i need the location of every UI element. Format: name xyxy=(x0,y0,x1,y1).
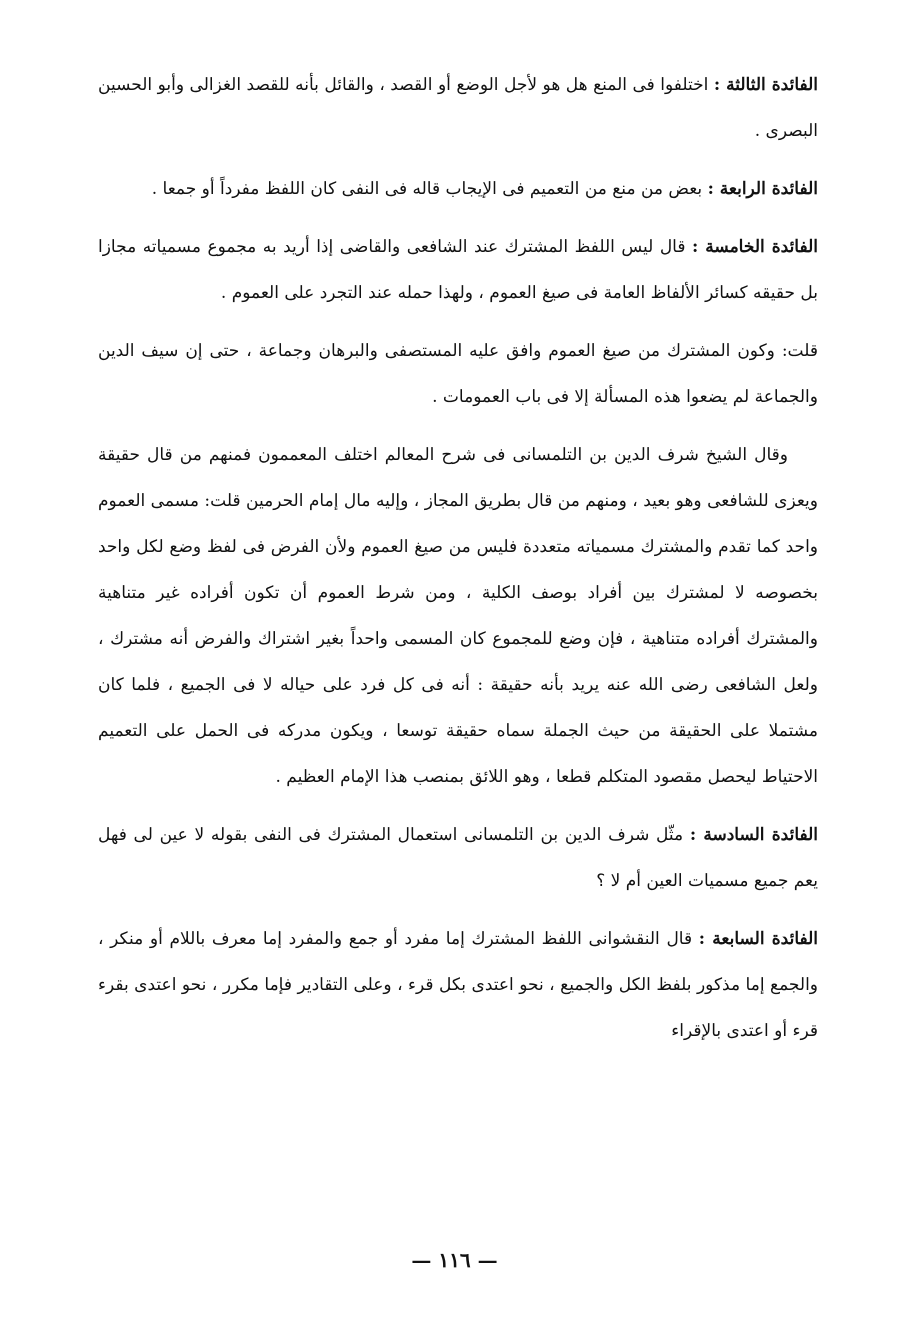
paragraph-text: وقال الشيخ شرف الدين بن التلمسانى فى شرح المعالم اختلف المعممون فمنهم من قال حقيقة ويعزى للشافعى وهو بعيد ، ومنهم من قال بطريق المجاز ، وإليه مال إمام الحرمين قلت: مسمى العموم واحد كما تقدم والمشترك مسمياته متعددة فليس من صيغ العموم ولأن الفرض فى لفظ وضع لكل واحد بخصوصه لا لمشترك بين أفراد بوصف الكلية ، ومن شرط العموم أن تكون أفراده غير متناهية والمشترك أفراده متناهية ، فإن وضع للمجموع كان المسمى واحداً بغير اشتراك والفرض أنه مشترك ، ولعل الشافعى رضى الله عنه يريد بأنه حقيقة : أنه فى كل فرد على حياله لا فى الجميع ، فلما كان مشتملا على الحقيقة من حيث الجملة سماه حقيقة توسعا ، ويكون مدركه فى الحمل على التعميم الاحتياط ليحصل مقصود المتكلم قطعا ، وهو اللائق بمنصب هذا الإمام العظيم . xyxy=(98,445,818,787)
paragraph-text: بعض من منع من التعميم فى الإيجاب قاله فى النفى كان اللفظ مفرداً أو جمعا . xyxy=(151,179,708,199)
paragraph-seventh xyxy=(98,916,818,1054)
paragraph-sixth xyxy=(98,812,818,904)
paragraph-fifth xyxy=(98,224,818,316)
paragraph-fifth-third xyxy=(98,62,818,154)
paragraph-qultu xyxy=(98,328,818,420)
paragraph-text: قال ليس اللفظ المشترك عند الشافعى والقاضى إذا أريد به مجموع مسمياته مجازا بل حقيقه كسائر الألفاظ العامة فى صيغ العموم ، ولهذا حمله عند التجرد على العموم . xyxy=(98,237,818,303)
paragraph-heading: الفائدة الخامسة : xyxy=(692,237,818,257)
paragraph-text: قلت: وكون المشترك من صيغ العموم وافق عليه المستصفى والبرهان وجماعة ، حتى إن سيف الدين والجماعة لم يضعوا هذه المسألة إلا فى باب العمومات . xyxy=(98,341,818,407)
paragraph-heading: الفائدة السابعة : xyxy=(698,929,819,949)
paragraph-heading: الفائدة الرابعة : xyxy=(707,179,818,199)
paragraph-text: قال النقشوانى اللفظ المشترك إما مفرد أو جمع والمفرد إما معرف باللام أو منكر ، والجمع إما مذكور بلفظ الكل والجميع ، نحو اعتدى بكل قرء ، وعلى التقادير فإما مكرر ، نحو اعتدى بقرء قرء أو اعتدى بالإقراء xyxy=(98,929,818,1041)
paragraph-heading: الفائدة السادسة : xyxy=(689,825,818,845)
paragraph-text: مثّل شرف الدين بن التلمسانى استعمال المشترك فى النفى بقوله لا عين لى فهل يعم جميع مسميات العين أم لا ؟ xyxy=(98,825,818,891)
paragraph-text: اختلفوا فى المنع هل هو لأجل الوضع أو القصد ، والقائل بأنه للقصد الغزالى وأبو الحسين البصرى . xyxy=(98,75,818,141)
paragraph-tilimsani xyxy=(98,432,818,800)
page-body xyxy=(98,62,818,1066)
paragraph-heading: الفائدة الثالثة : xyxy=(713,75,819,95)
paragraph-fourth xyxy=(98,166,818,212)
page-number: — ١١٦ — xyxy=(411,1248,498,1272)
